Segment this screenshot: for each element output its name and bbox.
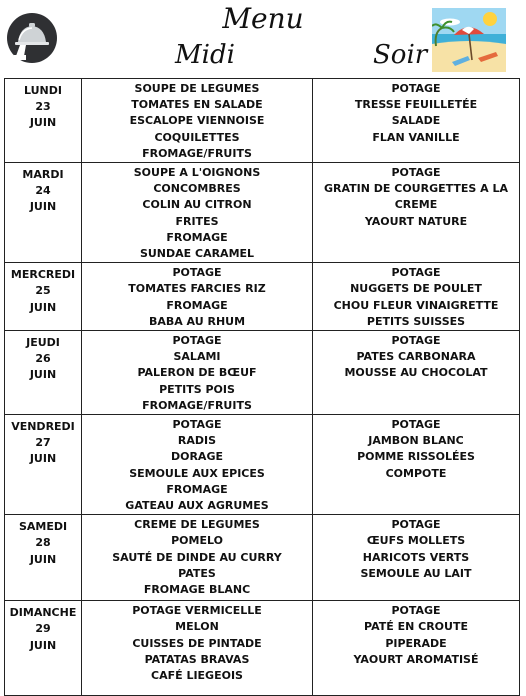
day-label: JUIN	[29, 300, 57, 314]
dish-item: FROMAGE	[166, 298, 228, 312]
dish-item: COLIN AU CITRON	[142, 198, 252, 212]
dish-item: FRITES	[175, 214, 219, 228]
table-row	[5, 331, 520, 415]
day-cell	[5, 601, 82, 696]
soir-cell	[313, 331, 520, 415]
dish-item: TOMATES FARCIES RIZ	[128, 282, 266, 296]
dish-item: FROMAGE BLANC	[143, 583, 251, 597]
dish-item: SUNDAE CARAMEL	[139, 247, 255, 261]
day-label: JEUDI	[26, 336, 60, 350]
dish-item: FLAN VANILLE	[372, 130, 460, 144]
dish-item: RADIS	[177, 434, 217, 448]
dish-item: MOUSSE AU CHOCOLAT	[344, 366, 488, 380]
soir-column-title: Soir	[373, 40, 428, 70]
dish-item: PETITS SUISSES	[366, 314, 466, 328]
beach-umbrella-icon	[432, 8, 506, 72]
day-cell	[5, 515, 82, 601]
dish-item: SEMOULE AUX EPICES	[129, 466, 265, 480]
weekly-menu-table	[4, 78, 520, 696]
dish-item: FROMAGE	[166, 482, 228, 496]
dish-item: COQUILETTES	[154, 130, 240, 144]
midi-cell	[82, 515, 313, 601]
dish-item: MELON	[175, 620, 219, 634]
day-label: 29	[35, 622, 51, 636]
dish-item: POTAGE	[172, 266, 222, 280]
dish-item: PATATAS BRAVAS	[144, 652, 250, 666]
dish-item: CREME	[394, 198, 438, 212]
day-cell	[5, 263, 82, 331]
day-label: 25	[35, 284, 51, 298]
midi-cell	[82, 601, 313, 696]
table-row	[5, 515, 520, 601]
page-title: Menu	[222, 2, 304, 35]
dish-item: TOMATES EN SALADE	[131, 98, 263, 112]
dish-item: COMPOTE	[385, 466, 447, 480]
day-label: MERCREDI	[10, 268, 76, 282]
dish-item: POMME RISSOLÉES	[357, 450, 475, 464]
day-label: DIMANCHE	[9, 606, 77, 620]
midi-cell	[82, 331, 313, 415]
dish-item: SALAMI	[173, 350, 221, 364]
day-label: VENDREDI	[11, 420, 75, 434]
day-label: LUNDI	[24, 84, 62, 97]
day-cell	[5, 79, 82, 163]
dish-item: SEMOULE AU LAIT	[360, 566, 472, 580]
day-label: JUIN	[29, 552, 57, 566]
dish-item: CREME DE LEGUMES	[134, 518, 260, 532]
soir-cell	[313, 79, 520, 163]
table-row	[5, 79, 520, 163]
day-label: JUIN	[29, 368, 57, 382]
midi-cell	[82, 263, 313, 331]
midi-column-title: Midi	[175, 40, 235, 70]
dish-item: FROMAGE/FRUITS	[142, 146, 252, 160]
dish-item: DORAGE	[170, 450, 223, 464]
midi-cell	[82, 415, 313, 515]
dish-item: PIPERADE	[385, 636, 447, 650]
dish-item: JAMBON BLANC	[368, 434, 464, 448]
midi-cell	[82, 79, 313, 163]
dish-item: SOUPE DE LEGUMES	[134, 82, 260, 95]
dish-item: CUISSES DE PINTADE	[132, 636, 262, 650]
day-label: JUIN	[29, 638, 57, 652]
soir-cell	[313, 263, 520, 331]
table-row	[5, 415, 520, 515]
dish-item: CONCOMBRES	[153, 182, 241, 196]
dish-item: POTAGE	[391, 604, 441, 618]
day-cell	[5, 163, 82, 263]
dish-item: POTAGE	[391, 266, 441, 280]
day-label: 27	[35, 436, 51, 450]
day-label: JUIN	[29, 200, 57, 214]
dish-item: BABA AU RHUM	[148, 314, 246, 328]
dish-item: PALERON DE BŒUF	[137, 366, 257, 380]
dish-item: POTAGE	[172, 334, 222, 348]
dish-item: SALADE	[391, 114, 441, 128]
dish-item: POTAGE VERMICELLE	[132, 604, 262, 618]
dish-item: POTAGE	[391, 166, 441, 180]
dish-item: POTAGE	[391, 518, 441, 532]
dish-item: SAUTÉ DE DINDE AU CURRY	[112, 550, 282, 564]
dish-item: POTAGE	[172, 418, 222, 432]
dish-item: TRESSE FEUILLETÉE	[354, 98, 478, 112]
dish-item: HARICOTS VERTS	[362, 550, 470, 564]
day-label: SAMEDI	[18, 520, 68, 534]
day-label: JUIN	[29, 116, 57, 130]
dish-item: POTAGE	[391, 334, 441, 348]
day-label: 24	[35, 184, 51, 198]
dish-item: ŒUFS MOLLETS	[366, 534, 466, 548]
dish-item: SOUPE A L'OIGNONS	[133, 166, 261, 180]
day-label: JUIN	[29, 452, 57, 466]
day-cell	[5, 415, 82, 515]
dish-item: PATÉ EN CROUTE	[364, 620, 468, 634]
soir-cell	[313, 163, 520, 263]
menu-header	[0, 0, 526, 78]
dish-item: GRATIN DE COURGETTES A LA	[323, 182, 509, 196]
table-row	[5, 163, 520, 263]
dish-item: YAOURT NATURE	[364, 214, 468, 228]
midi-cell	[82, 163, 313, 263]
dish-item: ESCALOPE VIENNOISE	[129, 114, 265, 128]
dish-item: PETITS POIS	[159, 382, 235, 396]
dish-item: CAFÉ LIEGEOIS	[151, 669, 243, 683]
dish-item: POMELO	[171, 534, 223, 548]
table-row	[5, 601, 520, 696]
table-row	[5, 263, 520, 331]
soir-cell	[313, 601, 520, 696]
dish-item: YAOURT AROMATISÉ	[353, 652, 479, 666]
dish-item: POTAGE	[391, 418, 441, 432]
soir-cell	[313, 515, 520, 601]
day-label: 23	[35, 100, 51, 114]
dish-item: PATES	[178, 566, 216, 580]
dish-item: FROMAGE	[166, 230, 228, 244]
day-cell	[5, 331, 82, 415]
dish-item: CHOU FLEUR VINAIGRETTE	[333, 298, 499, 312]
dish-item: NUGGETS DE POULET	[350, 282, 482, 296]
dish-item: PATES CARBONARA	[356, 350, 476, 364]
dish-item: GATEAU AUX AGRUMES	[125, 499, 269, 513]
soir-cell	[313, 415, 520, 515]
day-label: MARDI	[22, 168, 64, 182]
dish-item: FROMAGE/FRUITS	[142, 398, 252, 412]
day-label: 28	[35, 536, 51, 550]
day-label: 26	[35, 352, 51, 366]
dish-item: POTAGE	[391, 82, 441, 95]
